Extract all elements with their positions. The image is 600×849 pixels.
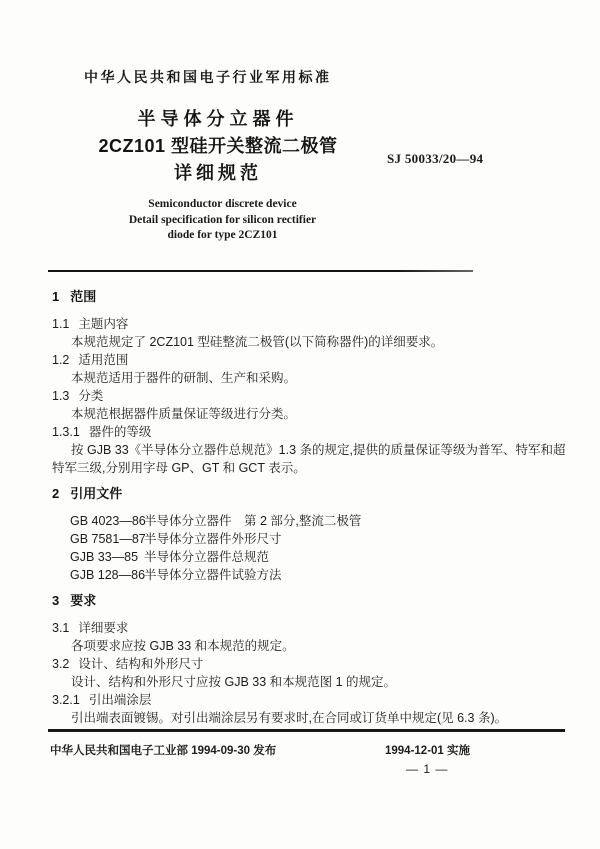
reference-item [52,512,562,530]
subsection-heading-1-1 [52,315,562,333]
document-body [52,284,566,727]
subsection-heading-3-2-1 [52,691,562,709]
issued-by-and-date: 中华人民共和国电子工业部 1994-09-30 发布 [50,745,277,757]
section-title: 引出端涂层 [88,693,152,707]
section-number: 3.2 [52,657,70,671]
paragraph: 本规范规定了 2CZ101 型硅整流二极管(以下简称器件)的详细要求。 [71,335,444,349]
section-heading-1 [52,288,562,306]
reference-title: 半导体分立器件总规范 [144,550,270,564]
paragraph: 设计、结构和外形尺寸应按 GJB 33 和本规范图 1 的规定。 [71,675,397,689]
section-title: 分类 [78,389,104,403]
section-title: 引用文件 [70,486,123,501]
reference-item [52,530,562,548]
document-title-zh-line3: 详细规范 [174,163,262,183]
paragraph: 按 GJB 33《半导体分立器件总规范》1.3 条的规定,提供的质量保证等级为普军、特军和超 [71,443,566,457]
subsection-heading-1-2 [52,351,562,369]
page-number: — 1 — [406,762,449,776]
standard-number: SJ 50033/20—94 [387,151,484,166]
paragraph: 本规范适用于器件的研制、生产和采购。 [71,371,297,385]
section-title: 适用范围 [78,353,129,367]
section-number: 2 [52,486,60,501]
subsection-heading-3-2 [52,655,562,673]
document-title-zh [0,110,436,183]
section-number: 1.3.1 [52,425,80,439]
section-heading-3 [52,592,562,610]
section-title: 范围 [70,289,97,304]
reference-code: GB 7581—87 [70,532,146,546]
paragraph: 各项要求应按 GJB 33 和本规范的规定。 [71,639,295,653]
document-title-en-line3: diode for type 2CZ101 [167,229,278,241]
reference-item [52,566,562,584]
paragraph: 引出端表面镀锡。对引出端涂层另有要求时,在合同或订货单中规定(见 6.3 条)。 [71,711,508,725]
reference-code: GJB 33—85 [70,550,139,564]
document-title-zh-line1: 半导体分立器件 [137,109,299,129]
reference-title: 半导体分立器件试验方法 [144,568,282,582]
section-title: 设计、结构和外形尺寸 [78,657,204,671]
document-title-en-line2: Detail specification for silicon rectifier [128,213,317,226]
reference-item [52,548,562,566]
effective-date: 1994-12-01 实施 [385,745,471,757]
section-number: 1.2 [52,353,70,367]
reference-title: 半导体分立器件 第 2 部分,整流二极管 [144,514,362,528]
section-number: 3.2.1 [52,693,80,707]
section-title: 主题内容 [78,317,129,331]
section-number: 1 [52,289,60,304]
section-title: 详细要求 [78,621,129,635]
section-number: 1.1 [52,317,70,331]
subsection-heading-1-3-1 [52,423,562,441]
continuation-paragraph: 特军三级,分别用字母 GP、GT 和 GCT 表示。 [52,461,306,475]
section-heading-2 [52,485,562,503]
subsection-heading-1-3 [52,387,562,405]
document-title-en [0,197,445,244]
header-divider [48,270,473,272]
paragraph: 本规范根据器件质量保证等级进行分类。 [71,407,297,421]
document-title-zh-line2: 2CZ101 型硅开关整流二极管 [98,136,338,156]
section-title: 器件的等级 [88,425,152,439]
reference-code: GB 4023—86 [70,514,146,528]
section-number: 3 [52,593,60,608]
standard-type-label: 中华人民共和国电子行业军用标准 [84,69,332,85]
footer-divider [48,729,565,732]
section-number: 3.1 [52,621,70,635]
document-title-en-line1: Semiconductor discrete device [148,198,297,210]
section-number: 1.3 [52,389,70,403]
reference-code: GJB 128—86 [70,568,146,582]
subsection-heading-3-1 [52,619,562,637]
section-title: 要求 [70,593,97,608]
reference-title: 半导体分立器件外形尺寸 [144,532,282,546]
